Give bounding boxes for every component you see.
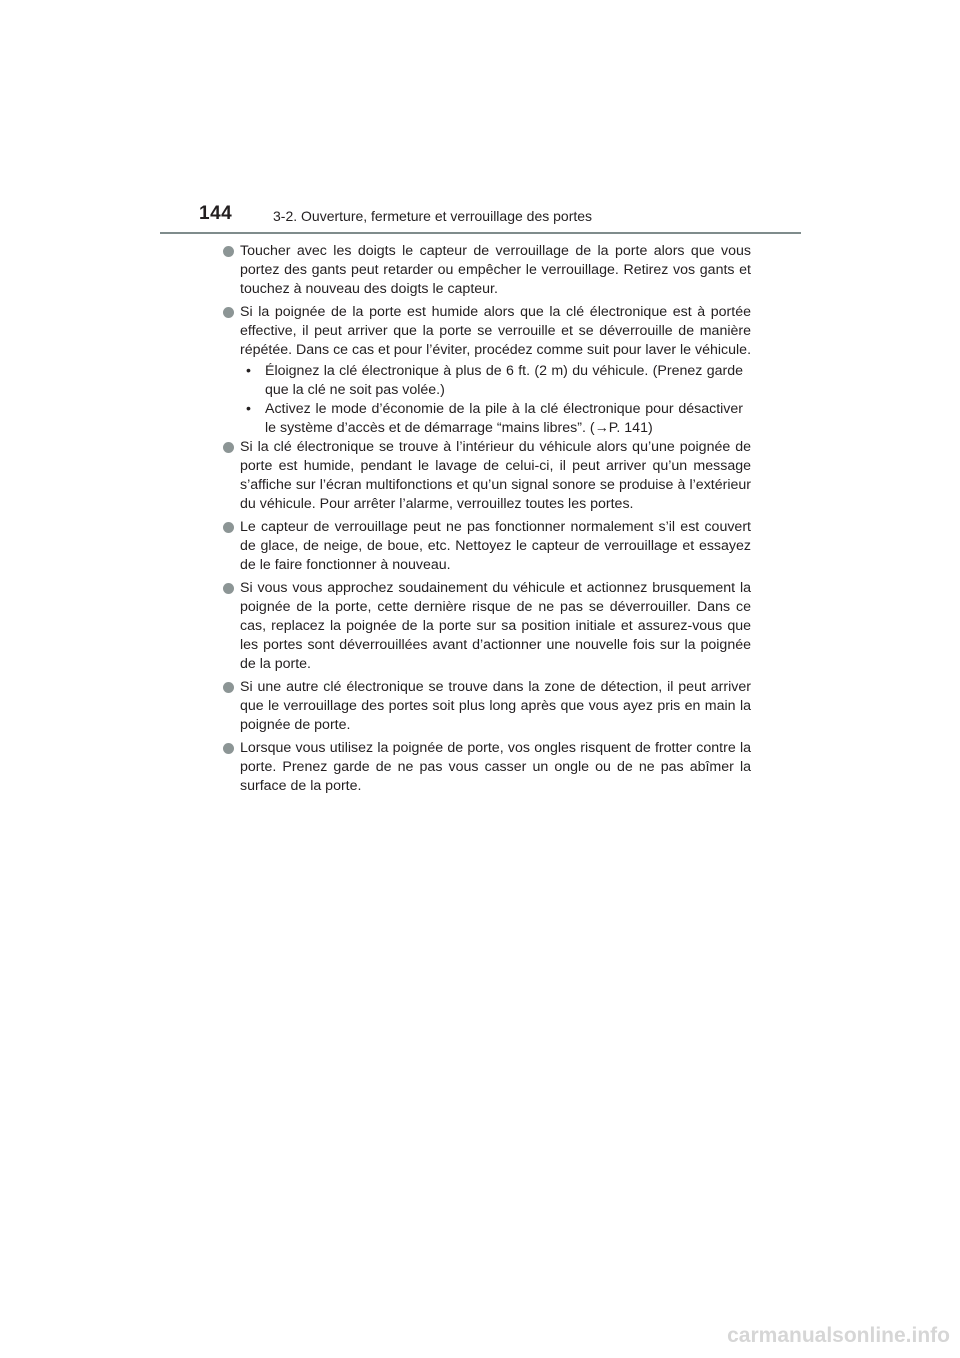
- list-item-text: Le capteur de verrouillage peut ne pas fonctionner normalement s’il est couvert de glace, de neige, de boue, etc. Nettoyez le capteur de verrouillage et essayez de le faire fonctionner à nouveau.: [240, 519, 751, 573]
- list-item-text: Toucher avec les doigts le capteur de verrouillage de la porte alors que vous portez des gants peut retarder ou empêcher le verrouillage. Retirez vos gants et touchez à nouveau des doigts le capteur.: [240, 243, 751, 297]
- page-number: 144: [199, 203, 233, 224]
- sub-bullet: •: [246, 363, 251, 379]
- bullet-list: [222, 242, 751, 800]
- watermark: [634, 1320, 954, 1350]
- sub-list-item: [240, 362, 751, 400]
- list-item-text: Si la clé électronique se trouve à l’intérieur du véhicule alors qu’une poignée de porte est humide, pendant le lavage de celui-ci, il peut arriver qu’un message s’affiche sur l’écran multifonctions et qu’un signal sonore se produise à l’extérieur du véhicule. Pour arrêter l’alarme, verrouillez toutes les portes.: [240, 439, 751, 512]
- sub-list-item-text: Éloignez la clé électronique à plus de 6 ft. (2 m) du véhicule. (Prenez garde que la clé ne soit pas volée.): [265, 363, 743, 398]
- sub-list-item-text: Activez le mode d’économie de la pile à la clé électronique pour désactiver le système d’accès et de démarrage “mains libres”. (→P. 141): [265, 401, 743, 436]
- list-item: [222, 739, 751, 796]
- list-item: [222, 579, 751, 674]
- list-item-text: Lorsque vous utilisez la poignée de porte, vos ongles risquent de frotter contre la porte. Prenez garde de ne pas vous casser un ongle ou de ne pas abîmer la surface de la porte.: [240, 740, 751, 794]
- bullet-icon: [223, 307, 234, 318]
- list-item-text: Si vous vous approchez soudainement du véhicule et actionnez brusquement la poignée de la porte, cette dernière risque de ne pas se déverrouiller. Dans ce cas, replacez la poignée de la porte sur sa position initiale et assurez-vous que les portes sont déverrouillées avant d’actionner une nouvelle fois sur la poignée de la porte.: [240, 580, 751, 672]
- svg-text:carmanualsonline.info: carmanualsonline.info: [727, 1324, 950, 1347]
- bullet-icon: [223, 743, 234, 754]
- list-item: [222, 518, 751, 575]
- section-title: 3-2. Ouverture, fermeture et verrouillage des portes: [273, 208, 593, 224]
- bullet-icon: [223, 682, 234, 693]
- bullet-icon: [223, 583, 234, 594]
- bullet-icon: [223, 442, 234, 453]
- sub-list-item: [240, 400, 751, 438]
- bullet-icon: [223, 246, 234, 257]
- sub-list: [240, 362, 751, 438]
- list-item: [222, 242, 751, 299]
- list-item: [222, 678, 751, 735]
- list-item-text: Si une autre clé électronique se trouve dans la zone de détection, il peut arriver que le verrouillage des portes soit plus long après que vous ayez pris en main la poignée de porte.: [240, 679, 751, 733]
- header-divider: [160, 232, 801, 234]
- list-item: [222, 303, 751, 438]
- sub-bullet: •: [246, 401, 251, 417]
- list-item: [222, 438, 751, 514]
- list-item-text: Si la poignée de la porte est humide alors que la clé électronique est à portée effective, il peut arriver que la porte se verrouille et se déverrouille de manière répétée. Dans ce cas et pour l’éviter, procédez comme suit pour laver le véhicule.: [240, 304, 752, 358]
- bullet-icon: [223, 522, 234, 533]
